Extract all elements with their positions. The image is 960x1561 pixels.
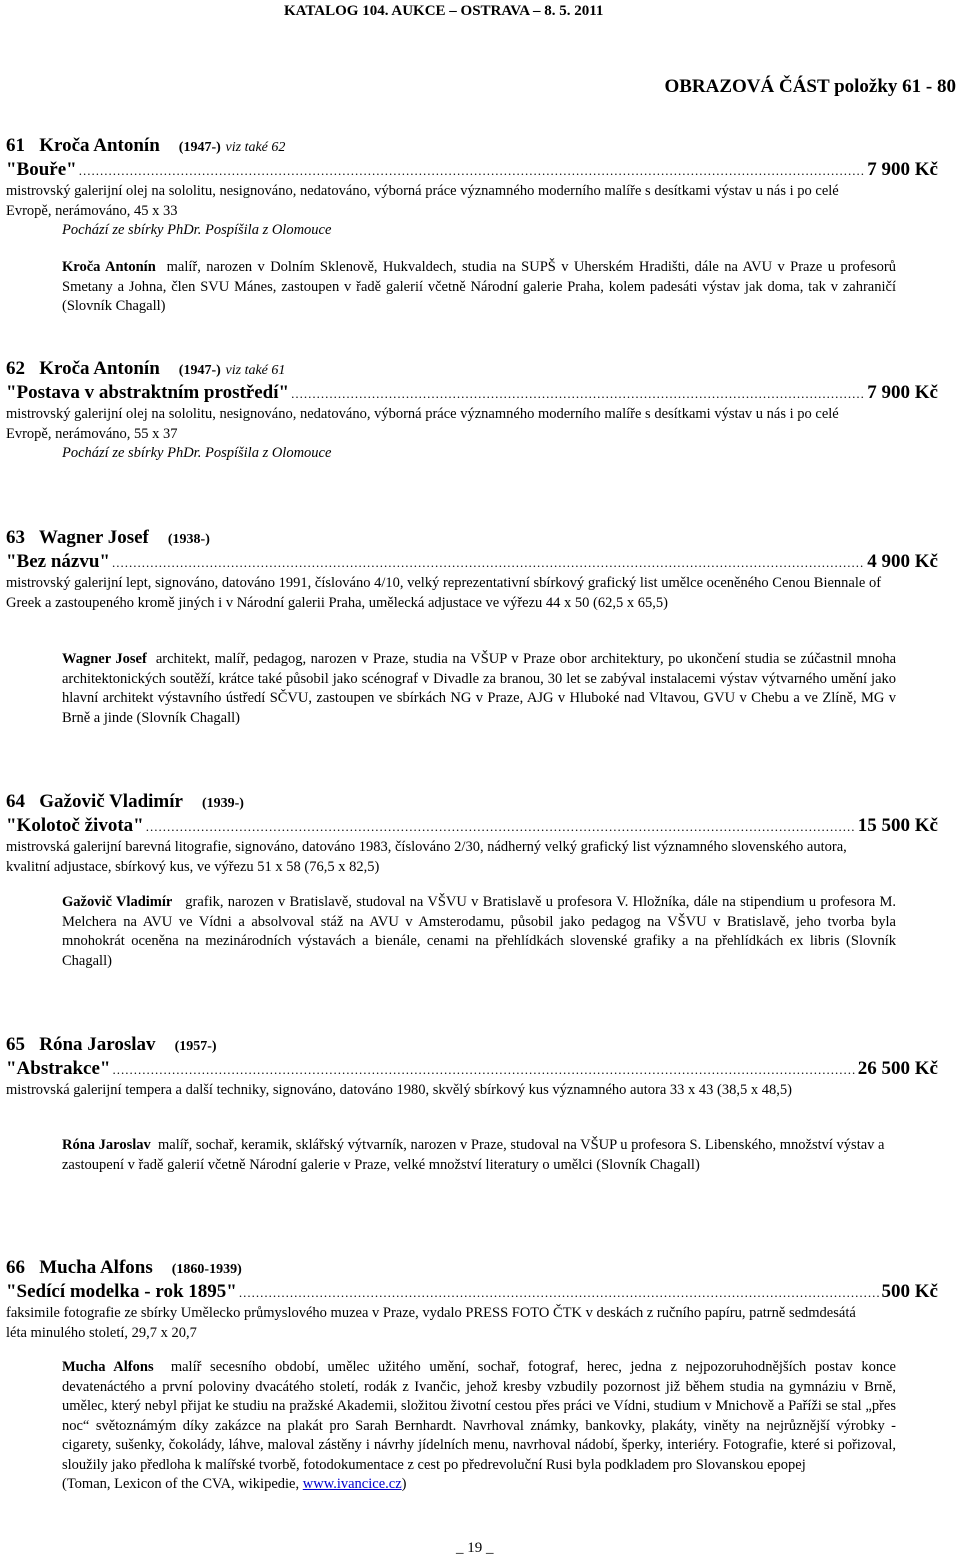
ivancice-link[interactable]: www.ivancice.cz bbox=[302, 1476, 402, 1492]
item-62-description: mistrovský galerijní olej na sololitu, nesignováno, nedatováno, výborná práce významného moderního malíře s desítkami výstav u nás i po celé Evropě, nerámováno, 55 x 37 bbox=[6, 406, 839, 442]
item-61-description: mistrovský galerijní olej na sololitu, nesignováno, nedatováno, výborná práce významného moderního malíře s desítkami výstav u nás i po celé Evropě, nerámováno, 45 x 33 bbox=[6, 183, 839, 219]
item-number: 62 bbox=[6, 358, 25, 379]
item-63-biography bbox=[62, 650, 896, 728]
bio-name: Wagner Josef bbox=[62, 651, 147, 667]
item-62-heading bbox=[6, 358, 285, 380]
artist-dates: (1938-) bbox=[167, 532, 210, 547]
item-number: 65 bbox=[6, 1034, 25, 1055]
dot-leader bbox=[112, 1062, 855, 1078]
item-65-heading bbox=[6, 1034, 217, 1056]
item-63-title-row bbox=[6, 551, 938, 573]
artist-dates: (1860-1939) bbox=[171, 1262, 242, 1277]
price: 26 500 Kč bbox=[857, 1058, 938, 1079]
dot-leader bbox=[291, 386, 865, 402]
artwork-title: "Sedící modelka - rok 1895" bbox=[6, 1281, 237, 1302]
item-number: 64 bbox=[6, 791, 25, 812]
item-66-biography bbox=[62, 1358, 896, 1495]
bio-source-end: ) bbox=[401, 1476, 407, 1492]
dot-leader bbox=[79, 163, 866, 179]
item-63-heading bbox=[6, 527, 210, 549]
item-66-heading bbox=[6, 1257, 242, 1279]
item-65-title-row bbox=[6, 1058, 938, 1080]
artist-dates: (1947-) bbox=[178, 140, 221, 155]
item-64-description: mistrovská galerijní barevná litografie, signováno, datováno 1983, číslováno 2/30, nádherný velký grafický list významného slovenského autora, kvalitní adjustace, sbírkový kus, ve výřezu 51 x 58 (76,5 x 82,5) bbox=[6, 839, 847, 875]
bio-source: (Toman, Lexicon of the CVA, wikipedie, bbox=[62, 1476, 303, 1492]
bio-text: malíř, sochař, keramik, sklářský výtvarník, narozen v Praze, studoval na VŠUP u profesora S. Libenského, množství výstav a zastoupení v řadě galerií včetně Národní galerie v Praze, velké množství literatury o umělci (Slovník Chagall) bbox=[62, 1137, 885, 1173]
dot-leader bbox=[239, 1285, 880, 1301]
item-number: 66 bbox=[6, 1257, 25, 1278]
bio-name: Kroča Antonín bbox=[62, 259, 156, 275]
bio-text: malíř, narozen v Dolním Sklenově, Hukvaldech, studia na SUPŠ v Uherském Hradišti, dále na AVU v Praze u profesorů Smetany a Johna, člen SVU Mánes, zastoupen v řadě galerií včetně Národní galerie Praha, kolem padesáti výstav jak doma, tak v zahraničí (Slovník Chagall) bbox=[62, 259, 896, 314]
artwork-title: "Kolotoč života" bbox=[6, 815, 144, 836]
artwork-title: "Postava v abstraktním prostředí" bbox=[6, 382, 290, 403]
artwork-title: "Abstrakce" bbox=[6, 1058, 111, 1079]
bio-text: architekt, malíř, pedagog, narozen v Praze, studia na VŠUP v Praze obor architektury, po ukončení studia se zúčastnil mnoha architektonických soutěží, krátce také působil jako scénograf v Divadle za branou, 30 let se zabýval instalacemi výstav výtvarného umění jako hlavní architekt výstavního ústředí SČVU, zastoupen ve sbírkách NG v Praze, AJG v Hluboké nad Vltavou, GVU v Chebu a ve Zlíně, MG v Brně a jinde (Slovník Chagall) bbox=[62, 651, 897, 726]
item-65-biography bbox=[62, 1136, 896, 1175]
artist-name: Wagner Josef bbox=[38, 527, 149, 548]
artist-dates: (1957-) bbox=[174, 1039, 217, 1054]
artwork-title: "Bez názvu" bbox=[6, 551, 110, 572]
price: 4 900 Kč bbox=[867, 551, 938, 572]
bio-text: grafik, narozen v Bratislavě, studoval na VŠVU v Bratislavě u profesora V. Hložníka, dále na stipendium u profesora M. Melchera na AVU ve Vídni a absolvoval stáž na AVU v Amsterodamu, působil jako pedagog na VŠVU v Bratislavě, jeho tvorba byla mnohokrát oceněna na mezinárodních výstavách a bienále, cenami na přehlídkách slovenské grafiky a na přehlídkách ex libris (Slovník Chagall) bbox=[62, 894, 896, 969]
item-number: 61 bbox=[6, 135, 25, 156]
catalog-header: KATALOG 104. AUKCE – OSTRAVA – 8. 5. 2011 bbox=[284, 3, 604, 19]
price: 7 900 Kč bbox=[867, 382, 938, 403]
artist-name: Gažovič Vladimír bbox=[39, 791, 183, 812]
artwork-title: "Bouře" bbox=[6, 159, 77, 180]
price: 500 Kč bbox=[881, 1281, 938, 1302]
price: 7 900 Kč bbox=[867, 159, 938, 180]
see-also: viz také 61 bbox=[225, 363, 286, 378]
artist-name: Mucha Alfons bbox=[39, 1257, 153, 1278]
page-number: _ 19 _ bbox=[456, 1540, 494, 1556]
see-also: viz také 62 bbox=[225, 140, 286, 155]
dot-leader bbox=[112, 555, 865, 571]
item-66-description: faksimile fotografie ze sbírky Umělecko průmyslového muzea v Praze, vydalo PRESS FOTO ČTK v deskách z ručního papíru, patrně sedmdesátá léta minulého století, 29,7 x 20,7 bbox=[6, 1305, 856, 1341]
dot-leader bbox=[146, 819, 856, 835]
bio-name: Mucha Alfons bbox=[62, 1359, 154, 1375]
item-65-description: mistrovská galerijní tempera a další techniky, signováno, datováno 1980, skvělý sbírkový kus významného autora 33 x 43 (38,5 x 48,5) bbox=[6, 1082, 792, 1098]
item-61-biography bbox=[62, 258, 896, 317]
item-62-provenance: Pochází ze sbírky PhDr. Pospíšila z Olomouce bbox=[62, 445, 332, 461]
artist-dates: (1947-) bbox=[178, 363, 221, 378]
item-64-title-row bbox=[6, 815, 938, 837]
item-61-title-row bbox=[6, 159, 938, 181]
section-title: OBRAZOVÁ ČÁST položky 61 - 80 bbox=[664, 76, 956, 97]
bio-text: malíř secesního období, umělec užitého umění, sochař, fotograf, herec, jedna z nejpozoruhodnějších postav konce devatenáctého a první poloviny dvacátého století, rodák z Ivančic, jehož kresby vzbudily pozornost již během studia na gymnáziu v Brně, umělec, který nebyl přijat ke studiu na pražské Akademii, složitou životní cestou přes práci ve Vídni, studium v Mnichově a Paříži se stal „přes noc“ světoznámým díky zakázce na plakát pro Sarah Bernhardt. Navrhoval známky, bankovky, plakáty, viněty na nejrůznější výrobky - cigarety, sušenky, čokolády, láhve, maloval zástěny i návrhy jídelních menu, navrhoval nádobí, šperky, interiéry. Fotografie, které si pořizoval, sloužily jako předloha k malířské tvorbě, fotodokumentace z cest po předrevoluční Rusi byla podkladem pro Slovanskou epopej bbox=[62, 1359, 896, 1473]
item-63-description: mistrovský galerijní lept, signováno, datováno 1991, číslováno 4/10, velký reprezentativní sbírkový grafický list umělce oceněného Cenou Biennale of Greek a zastoupeného kromě jiných i v Národní galerii Praha, umělecká adjustace ve výřezu 44 x 50 (62,5 x 65,5) bbox=[6, 575, 882, 611]
artist-name: Róna Jaroslav bbox=[39, 1034, 156, 1055]
item-64-biography bbox=[62, 893, 896, 971]
item-61-heading bbox=[6, 135, 285, 157]
item-64-heading bbox=[6, 791, 244, 813]
artist-name: Kroča Antonín bbox=[39, 358, 160, 379]
artist-dates: (1939-) bbox=[201, 796, 244, 811]
bio-name: Gažovič Vladimír bbox=[62, 894, 173, 910]
artist-name: Kroča Antonín bbox=[39, 135, 160, 156]
item-62-title-row bbox=[6, 382, 938, 404]
item-number: 63 bbox=[6, 527, 25, 548]
item-61-provenance: Pochází ze sbírky PhDr. Pospíšila z Olomouce bbox=[62, 222, 332, 238]
price: 15 500 Kč bbox=[857, 815, 938, 836]
item-66-title-row bbox=[6, 1281, 938, 1303]
bio-name: Róna Jaroslav bbox=[62, 1137, 151, 1153]
